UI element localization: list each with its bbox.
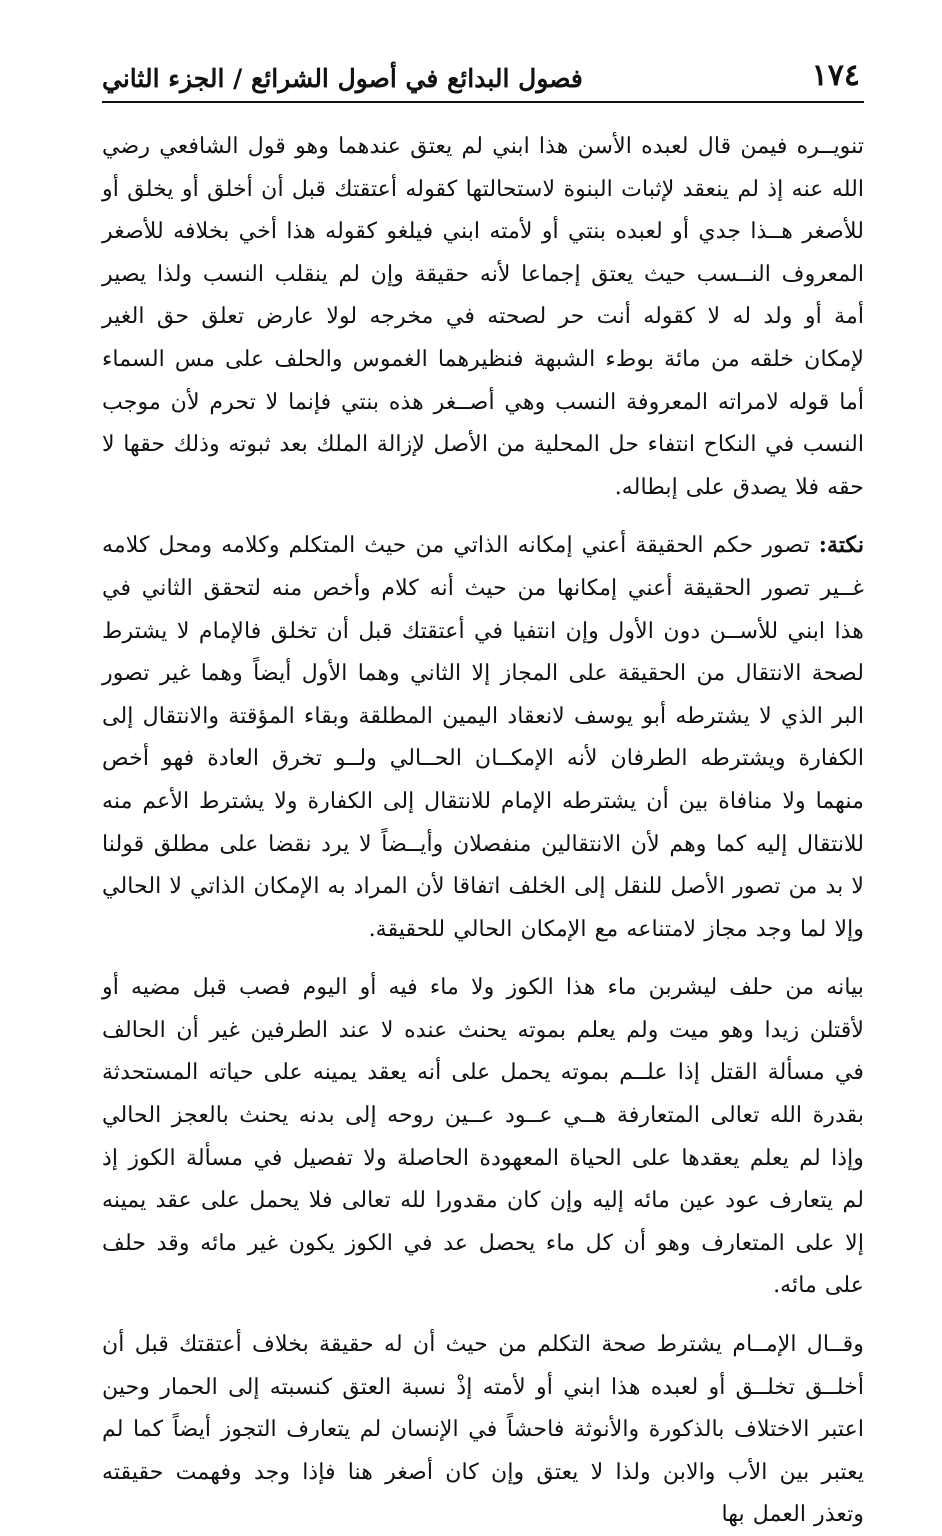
- paragraph-3: [102, 966, 864, 1307]
- paragraph-text: بيانه من حلف ليشربن ماء هذا الكوز ولا ماء فيه أو اليوم فصب قبل مضيه أو لأقتلن زيدا وهو ميت ولم يعلم بموته يحنث عنده لا عند الطرفين غير أن الحالف في مسألة القتل إذا علــم بموته يحمل على أنه يعقد يمينه على حياته المستحدثة بقدرة الله تعالى المتعارفة هــي عــود عــين روحه إلى بدنه يحنث بالعجز الحالي وإذا لم يعلم يعقدها على الحياة المعهودة الحاصلة ولا تفصيل في مسألة الكوز إذ لم يتعارف عود عين مائه إليه وإن كان مقدورا لله تعالى فلا يحمل على عقد يمينه إلا على المتعارف وهو أن كل ماء يحصل عد في الكوز يكون غير مائه وقد حلف على مائه.: [102, 974, 864, 1299]
- paragraph-label: نكتة:: [818, 532, 864, 559]
- paragraph-text: تصور حكم الحقيقة أعني إمكانه الذاتي من حيث المتكلم وكلامه ومحل كلامه غــير تصور الحقيقة أعني إمكانها من حيث أنه كلام وأخص منه لتحقق الثاني في هذا ابني للأســن دون الأول وإن انتفيا في أعتقتك قبل أن تخلق فالإمام لا يشترط لصحة الانتقال من الحقيقة على المجاز إلا الثاني وهما الأول أيضاً وهما غير تصور البر الذي لا يشترطه أبو يوسف لانعقاد اليمين المطلقة وبقاء المؤقتة والانتقال إلى الكفارة ويشترطه الطرفان لأنه الإمكــان الحــالي ولــو تخرق العادة فهو أخص منهما ولا منافاة بين أن يشترطه الإمام للانتقال إلى الكفارة ولا يشترط الأعم منه للانتقال إليه كما وهم لأن الانتقالين منفصلان وأيــضاً لا يرد نقضا على مطلق قولنا لا بد من تصور الأصل للنقل إلى الخلف اتفاقا لأن المراد به الإمكان الذاتي لا الحالي وإلا لما وجد مجاز لامتناعه مع الإمكان الحالي للحقيقة.: [102, 532, 864, 942]
- running-title: فصول البدائع في أصول الشرائع / الجزء الثاني: [102, 64, 583, 93]
- paragraph-2: [102, 524, 864, 950]
- page-body: [102, 125, 864, 1536]
- paragraph-text: وقــال الإمــام يشترط صحة التكلم من حيث أن له حقيقة بخلاف أعتقتك قبل أن أخلــق تخلــق أو لعبده هذا ابني أو لأمته إذْ نسبة العتق كنسبته إلى الحمار وحين اعتبر الاختلاف بالذكورة والأنوثة فاحشاً في الإنسان لم يتعارف التجوز أيضاً كما لم يعتبر بين الأب والابن ولذا لا يعتق وإن كان أصغر هنا فإذا وجد وفهمت حقيقته وتعذر العمل بها: [102, 1331, 864, 1528]
- page-number: ١٧٤: [811, 58, 860, 93]
- page-header: [102, 58, 864, 103]
- paragraph-text: تنويــره فيمن قال لعبده الأسن هذا ابني لم يعتق عندهما وهو قول الشافعي رضي الله عنه إذ لم ينعقد لإثبات البنوة لاستحالتها كقوله أعتقتك قبل أن أخلق أو يخلق أو للأصغر هــذا جدي أو لعبده بنتي أو لأمته ابني فيلغو كقوله هذا أخي بخلافه للأصغر المعروف النــسب حيث يعتق إجماعا لأنه حقيقة وإن لم ينقلب النسب ولذا يصير أمة أو ولد له لا كقوله أنت حر لصحته في مخرجه لولا عارض تعلق حق الغير لإمكان خلقه من مائة بوطء الشبهة فنظيرهما الغموس والحلف على مس السماء أما قوله لامراته المعروفة النسب وهي أصــغر هذه بنتي فإنما لا تحرم لأن موجب النسب في النكاح انتفاء حل المحلية من الأصل لإزالة الملك بعد ثبوته وذلك حقها لا حقه فلا يصدق على إبطاله.: [102, 133, 864, 500]
- paragraph-4: [102, 1323, 864, 1536]
- paragraph-1: [102, 125, 864, 508]
